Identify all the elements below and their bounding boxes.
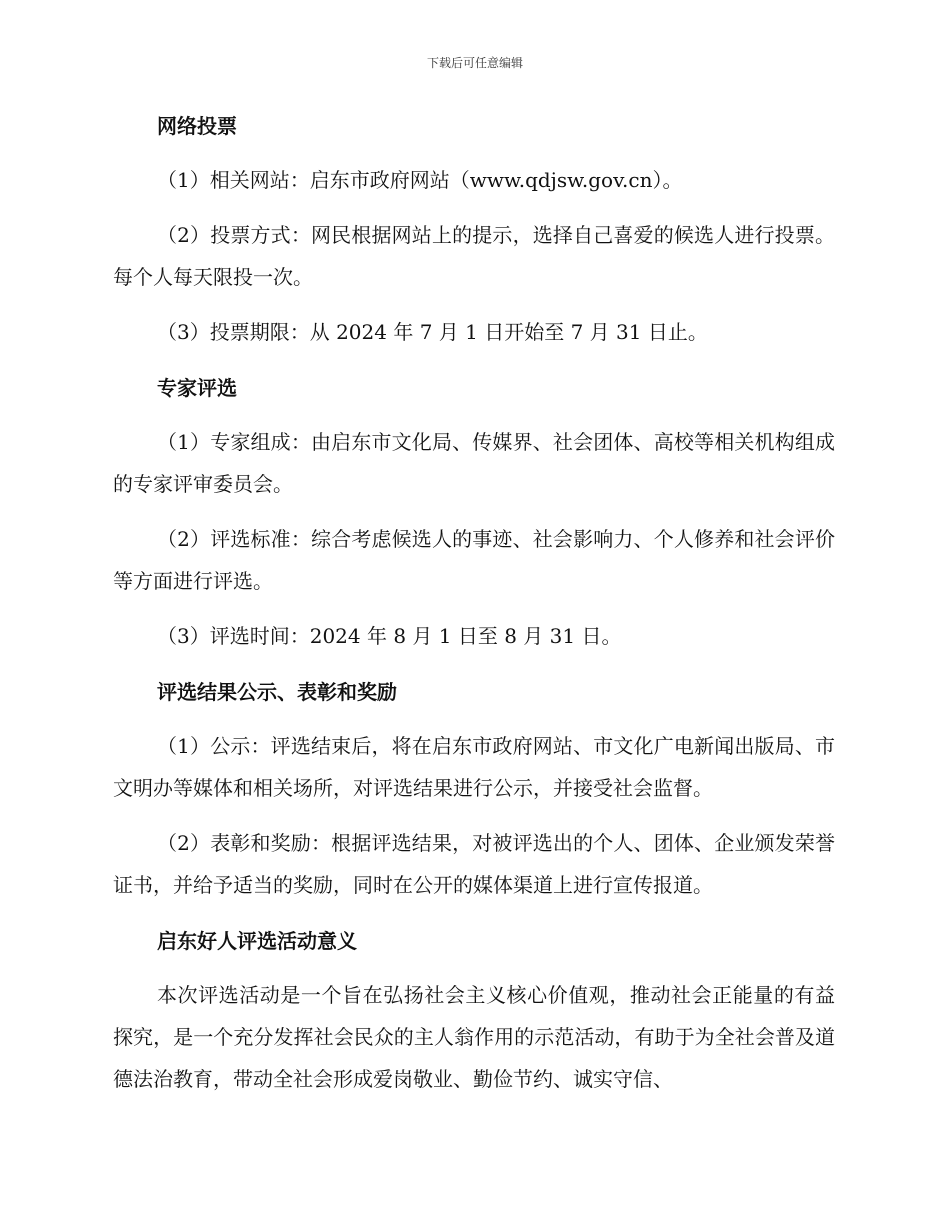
paragraph: （3）评选时间：2024 年 8 月 1 日至 8 月 31 日。 bbox=[157, 624, 622, 648]
section-heading-expert-review: 专家评选 bbox=[157, 376, 237, 400]
paragraph: （1）专家组成：由启东市文化局、传媒界、社会团体、高校等相关机构组成的专家评审委员会。 bbox=[113, 430, 835, 496]
paragraph: 本次评选活动是一个旨在弘扬社会主义核心价值观，推动社会正能量的有益探究，是一个充分发挥社会民众的主人翁作用的示范活动，有助于为全社会普及道德法治教育，带动全社会形成爱岗敬业、勤俭节约、诚实守信、 bbox=[113, 983, 835, 1091]
paragraph: （2）评选标准：综合考虑候选人的事迹、社会影响力、个人修养和社会评价等方面进行评选。 bbox=[113, 527, 835, 593]
document-body bbox=[113, 104, 835, 1113]
paragraph: （3）投票期限：从 2024 年 7 月 1 日开始至 7 月 31 日止。 bbox=[157, 320, 708, 344]
paragraph: （2）表彰和奖励：根据评选结果，对被评选出的个人、团体、企业颁发荣誉证书，并给予适当的奖励，同时在公开的媒体渠道上进行宣传报道。 bbox=[113, 831, 835, 897]
paragraph: （1）相关网站：启东市政府网站（www.qdjsw.gov.cn）。 bbox=[157, 168, 683, 192]
paragraph: （2）投票方式：网民根据网站上的提示，选择自己喜爱的候选人进行投票。每个人每天限投一次。 bbox=[113, 223, 835, 289]
header-note: 下载后可任意编辑 bbox=[426, 56, 523, 70]
section-heading-results-awards: 评选结果公示、表彰和奖励 bbox=[157, 680, 397, 704]
section-heading-significance: 启东好人评选活动意义 bbox=[157, 929, 357, 953]
section-heading-online-voting: 网络投票 bbox=[157, 114, 237, 138]
paragraph: （1）公示：评选结束后，将在启东市政府网站、市文化广电新闻出版局、市文明办等媒体和相关场所，对评选结果进行公示，并接受社会监督。 bbox=[113, 734, 835, 800]
